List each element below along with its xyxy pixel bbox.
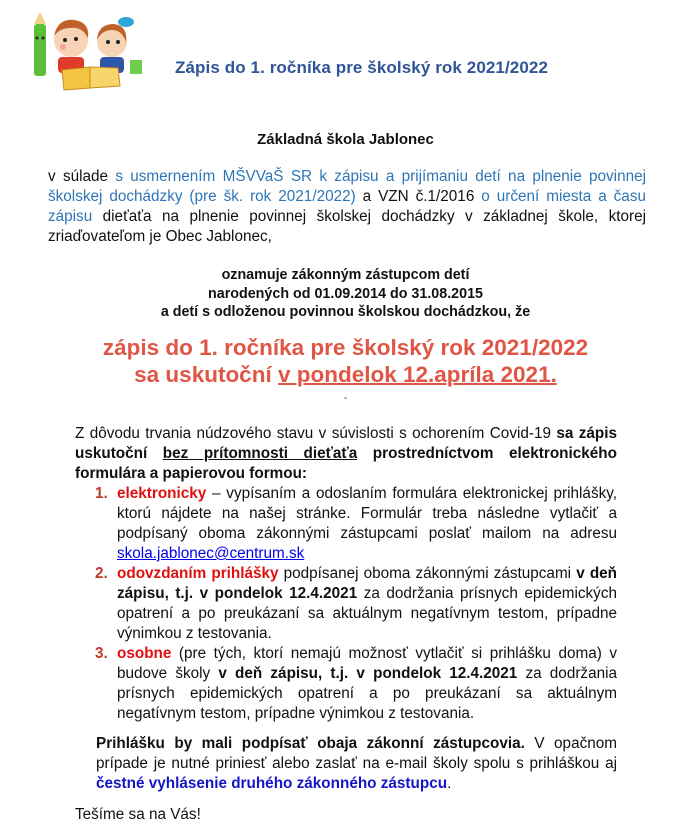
covid-underlined: bez prítomnosti dieťaťa xyxy=(162,445,358,462)
separator: - xyxy=(343,393,348,404)
page-title: Zápis do 1. ročníka pre školský rok 2021/2022 xyxy=(175,58,549,77)
book-right-page xyxy=(90,67,120,88)
signature-note-end: . xyxy=(447,775,452,792)
method-date: v deň zápisu, t.j. v pondelok 12.4.2021 xyxy=(117,565,618,602)
announcement-line: a detí s odloženou povinnou školskou dochádzkou, že xyxy=(160,304,531,321)
method-text: podpísanej oboma zákonnými zástupcami xyxy=(278,565,577,582)
announcement-line: oznamuje zákonným zástupcom detí xyxy=(221,267,470,283)
registration-methods-list xyxy=(75,484,617,724)
signature-note-text: V opačnom prípade je nutné priniesť alebo zaslať na e-mail školy spolu s prihláškou aj xyxy=(96,735,617,772)
declaration-reference: čestné vyhlásenie druhého zákonného zástupcu xyxy=(96,775,448,792)
headline-date: v pondelok 12.apríla 2021. xyxy=(277,362,557,387)
vzn-reference: o určení miesta a času zápisu xyxy=(48,188,646,225)
sharpener xyxy=(130,60,142,74)
boy-eye xyxy=(74,37,78,41)
headline-line xyxy=(0,361,691,388)
covid-paragraph xyxy=(75,424,617,484)
pencil-eye xyxy=(42,37,45,40)
email-link[interactable]: skola.jablonec@centrum.sk xyxy=(117,545,305,562)
headline xyxy=(0,334,691,388)
covid-text: Z dôvodu trvania núdzového stavu v súvislosti s ochorením Covid-19 xyxy=(75,425,557,442)
boy-eye xyxy=(63,38,67,42)
method-text: za dodržania prísnych epidemických opatrení a po preukázaní sa aktuálnym negatívnym testom, prípadne výnimkou z testovania. xyxy=(117,665,617,722)
boy-cheek xyxy=(60,44,66,50)
method-text: – vypísaním a odoslaním formulára elektronickej prihlášky, ktorú nájdete na našej stránke. Formulár treba následne vytlačiť a podpísaný oboma zákonnými zástupcami poslať mailom na adresu xyxy=(117,485,617,542)
headline-line: zápis do 1. ročníka pre školský rok 2021/2022 xyxy=(102,335,589,360)
book-left-page xyxy=(62,67,90,90)
intro-text: dieťaťa na plnenie povinnej školskej dochádzky v základnej škole, ktorej zriaďovateľom je Obec Jablonec, xyxy=(48,208,646,245)
signature-note-bold: Prihlášku by mali podpísať obaja zákonní zástupcovia. xyxy=(96,735,525,752)
intro-text: v súlade xyxy=(48,168,116,185)
method-date: v deň zápisu, t.j. v pondelok 12.4.2021 xyxy=(218,665,518,682)
intro-paragraph xyxy=(48,167,646,247)
pencil-eye xyxy=(36,37,39,40)
method-title: elektronicky xyxy=(117,485,207,502)
method-title: osobne xyxy=(117,645,172,662)
method-title: odovzdaním prihlášky xyxy=(117,565,279,582)
logo-illustration xyxy=(26,12,150,92)
pencil-tip xyxy=(34,12,46,24)
intro-text: a VZN č.1/2016 xyxy=(355,188,482,205)
list-number: 3. xyxy=(95,645,108,662)
method-text: (pre tých, ktorí nemajú možnosť vytlačiť si prihlášku doma) v budove školy xyxy=(117,645,617,682)
ministry-guidance-reference: s usmernením MŠVVaŠ SR k zápisu a prijímaniu detí na plnenie povinnej školskej dochádzky (pre šk. rok 2021/2022) xyxy=(48,168,646,205)
pencil-body xyxy=(34,24,46,76)
list-item-electronic xyxy=(75,484,617,564)
covid-bold: sa zápis uskutoční xyxy=(75,425,617,462)
list-number: 1. xyxy=(95,485,108,502)
children-reading-logo-icon xyxy=(26,12,150,92)
school-name: Základná škola Jablonec xyxy=(257,131,434,148)
girl-eye xyxy=(106,40,110,44)
list-item-submission xyxy=(75,564,617,644)
girl-eye xyxy=(116,40,120,44)
girl-bow xyxy=(118,17,134,27)
method-text: za dodržania prísnych epidemických opatrení a po preukázaní sa aktuálnym negatívnym testom, prípadne výnimkou z testovania. xyxy=(117,585,617,642)
announcement xyxy=(0,266,691,322)
list-item-in-person xyxy=(75,644,617,724)
covid-bold: prostredníctvom elektronického formulára a papierovou formou: xyxy=(75,445,617,482)
list-number: 2. xyxy=(95,565,108,582)
announcement-line: narodených od 01.09.2014 do 31.08.2015 xyxy=(208,285,483,302)
headline-prefix: sa uskutoční xyxy=(134,362,278,387)
closing-greeting: Tešíme sa na Vás! xyxy=(75,806,201,823)
signature-note xyxy=(96,734,617,794)
